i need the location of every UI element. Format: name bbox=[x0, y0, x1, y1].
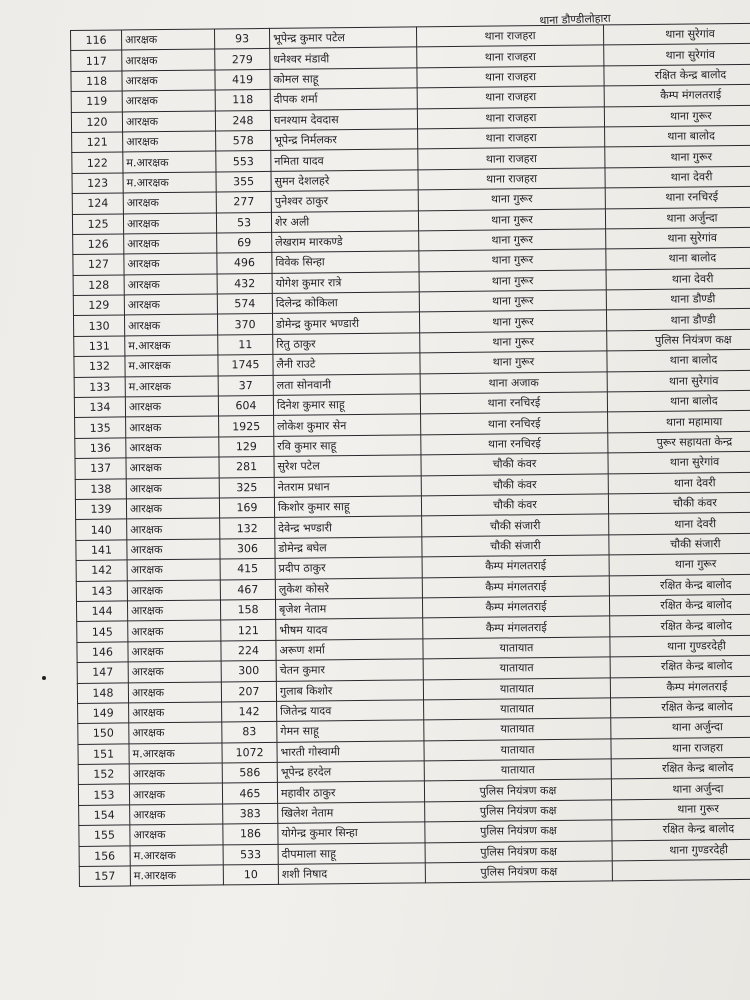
to-station-cell: पुलिस नियंत्रण कक्ष bbox=[607, 329, 750, 351]
rank-cell: म.आरक्षक bbox=[125, 376, 218, 397]
rank-cell: आरक्षक bbox=[125, 396, 218, 417]
to-station-cell: रक्षित केन्द्र बालोद bbox=[610, 614, 750, 636]
badge-number-cell: 10 bbox=[223, 864, 278, 885]
badge-number-cell: 279 bbox=[215, 49, 270, 70]
rank-cell: आरक्षक bbox=[127, 539, 220, 560]
from-station-cell: थाना राजहरा bbox=[418, 147, 605, 169]
rank-cell: आरक्षक bbox=[126, 437, 219, 458]
from-station-cell: थाना गुरूर bbox=[419, 229, 606, 251]
from-station-cell: चौकी कंवर bbox=[421, 473, 608, 495]
name-cell: गेमन साहू bbox=[277, 720, 424, 742]
name-cell: विवेक सिन्हा bbox=[272, 251, 419, 273]
to-station-cell: थाना गुरूर bbox=[612, 798, 750, 820]
rank-cell: आरक्षक bbox=[122, 29, 215, 50]
name-cell: लुकेश कोसरे bbox=[275, 577, 422, 599]
serial-number-cell: 127 bbox=[73, 254, 124, 275]
to-station-cell: थाना गुरूर bbox=[605, 145, 750, 167]
name-cell: योगेन्द्र कुमार सिन्हा bbox=[278, 822, 425, 844]
to-station-cell: थाना गुण्डरदेही bbox=[612, 839, 750, 861]
from-station-cell: चौकी कंवर bbox=[421, 494, 608, 516]
serial-number-cell: 154 bbox=[79, 805, 130, 826]
name-cell: योगेश कुमार रात्रे bbox=[272, 272, 419, 294]
name-cell: रवि कुमार साहू bbox=[274, 435, 421, 457]
to-station-cell: थाना देवरी bbox=[605, 166, 750, 188]
from-station-cell: चौकी संजारी bbox=[422, 514, 609, 536]
to-station-cell: थाना अर्जुन्दा bbox=[611, 716, 750, 738]
to-station-cell: रक्षित केन्द्र बालोद bbox=[612, 818, 750, 840]
badge-number-cell: 578 bbox=[216, 130, 271, 151]
from-station-cell: यातायात bbox=[423, 637, 610, 659]
to-station-cell: रक्षित केन्द्र बालोद bbox=[611, 696, 750, 718]
name-cell: खिलेश नेताम bbox=[278, 802, 425, 824]
badge-number-cell: 118 bbox=[215, 90, 270, 111]
from-station-cell: यातायात bbox=[424, 739, 611, 761]
name-cell: देवेन्द्र भण्डारी bbox=[275, 516, 422, 538]
rank-cell: आरक्षक bbox=[122, 49, 215, 70]
to-station-cell: थाना गुण्डरदेही bbox=[610, 635, 750, 657]
to-station-cell: थाना देवरी bbox=[609, 512, 750, 534]
to-station-cell: थाना राजहरा bbox=[611, 737, 750, 759]
name-cell: सुमन देशलहरे bbox=[271, 170, 418, 192]
name-cell: नमिता यादव bbox=[271, 149, 418, 171]
badge-number-cell: 83 bbox=[222, 722, 277, 743]
name-cell: डोमेन्द्र कुमार भण्डारी bbox=[272, 312, 419, 334]
badge-number-cell: 132 bbox=[220, 518, 275, 539]
to-station-cell: कैम्प मंगलतराई bbox=[604, 84, 750, 106]
name-cell: पुनेश्वर ठाकुर bbox=[271, 190, 418, 212]
badge-number-cell: 93 bbox=[214, 28, 269, 49]
name-cell: धनेश्वर मंडावी bbox=[270, 47, 417, 69]
badge-number-cell: 383 bbox=[223, 803, 278, 824]
rank-cell: आरक्षक bbox=[128, 681, 221, 702]
badge-number-cell: 224 bbox=[221, 640, 276, 661]
name-cell: दिनेश कुमार साहू bbox=[273, 394, 420, 416]
rank-cell: आरक्षक bbox=[124, 274, 217, 295]
serial-number-cell: 122 bbox=[72, 152, 123, 173]
name-cell: लेखराम मारकण्डे bbox=[272, 231, 419, 253]
from-station-cell: पुलिस नियंत्रण कक्ष bbox=[425, 800, 612, 822]
rank-cell: आरक्षक bbox=[126, 416, 219, 437]
from-station-cell: यातायात bbox=[424, 718, 611, 740]
name-cell: जितेन्द्र यादव bbox=[277, 700, 424, 722]
badge-number-cell: 419 bbox=[215, 69, 270, 90]
to-station-cell: रक्षित केन्द्र बालोद bbox=[610, 655, 750, 677]
to-station-cell: थाना बालोद bbox=[607, 390, 750, 412]
to-station-cell: चौकी कंवर bbox=[608, 492, 750, 514]
to-station-cell: थाना अर्जुन्दा bbox=[605, 207, 750, 229]
serial-number-cell: 133 bbox=[74, 377, 125, 398]
badge-number-cell: 467 bbox=[220, 579, 275, 600]
to-station-cell: थाना देवरी bbox=[606, 268, 750, 290]
serial-number-cell: 155 bbox=[79, 825, 130, 846]
serial-number-cell: 123 bbox=[72, 173, 123, 194]
rank-cell: आरक्षक bbox=[127, 580, 220, 601]
name-cell: भूपेन्द्र कुमार पटेल bbox=[269, 27, 416, 49]
badge-number-cell: 53 bbox=[216, 212, 271, 233]
badge-number-cell: 553 bbox=[216, 151, 271, 172]
name-cell: गुलाब किशोर bbox=[276, 679, 423, 701]
to-station-cell: थाना देवरी bbox=[608, 472, 750, 494]
name-cell: भूपेन्द्र हरदेल bbox=[277, 761, 424, 783]
from-station-cell: थाना राजहरा bbox=[417, 45, 604, 67]
rank-cell: म.आरक्षक bbox=[125, 335, 218, 356]
badge-number-cell: 1745 bbox=[218, 355, 273, 376]
from-station-cell: कैम्प मंगलतराई bbox=[422, 596, 609, 618]
name-cell: नेतराम प्रधान bbox=[274, 475, 421, 497]
rank-cell: आरक्षक bbox=[123, 212, 216, 233]
rank-cell: आरक्षक bbox=[127, 600, 220, 621]
from-station-cell: पुलिस नियंत्रण कक्ष bbox=[425, 861, 612, 883]
name-cell: दीपक शर्मा bbox=[270, 88, 417, 110]
to-station-cell: थाना बालोद bbox=[607, 349, 750, 371]
badge-number-cell: 496 bbox=[217, 253, 272, 274]
name-cell: लैनी राउटे bbox=[273, 353, 420, 375]
rank-cell: आरक्षक bbox=[124, 233, 217, 254]
rank-cell: म.आरक्षक bbox=[123, 151, 216, 172]
from-station-cell: थाना गुरूर bbox=[419, 290, 606, 312]
rank-cell: आरक्षक bbox=[129, 783, 222, 804]
name-cell: शेर अली bbox=[271, 210, 418, 232]
badge-number-cell: 306 bbox=[220, 538, 275, 559]
to-station-cell: थाना बालोद bbox=[605, 125, 750, 147]
name-cell: भूपेन्द्र निर्मलकर bbox=[271, 129, 418, 151]
badge-number-cell: 121 bbox=[221, 620, 276, 641]
rank-cell: आरक्षक bbox=[122, 90, 215, 111]
from-station-cell: यातायात bbox=[424, 698, 611, 720]
from-station-cell: थाना राजहरा bbox=[417, 86, 604, 108]
name-cell: अरूण शर्मा bbox=[276, 639, 423, 661]
serial-number-cell: 139 bbox=[75, 499, 126, 520]
to-station-cell: रक्षित केन्द्र बालोद bbox=[609, 574, 750, 596]
name-cell: सुरेश पटेल bbox=[274, 455, 421, 477]
rank-cell: आरक्षक bbox=[128, 641, 221, 662]
serial-number-cell: 131 bbox=[74, 336, 125, 357]
rank-cell: आरक्षक bbox=[126, 457, 219, 478]
from-station-cell: थाना गुरूर bbox=[419, 249, 606, 271]
serial-number-cell: 147 bbox=[77, 662, 128, 683]
badge-number-cell: 325 bbox=[219, 477, 274, 498]
from-station-cell: थाना अजाक bbox=[420, 372, 607, 394]
name-cell: किशोर कुमार साहू bbox=[274, 496, 421, 518]
serial-number-cell: 153 bbox=[78, 784, 129, 805]
serial-number-cell: 148 bbox=[77, 682, 128, 703]
badge-number-cell: 281 bbox=[219, 457, 274, 478]
rank-cell: आरक्षक bbox=[129, 702, 222, 723]
badge-number-cell: 415 bbox=[220, 559, 275, 580]
from-station-cell: थाना रनचिरई bbox=[420, 392, 607, 414]
serial-number-cell: 152 bbox=[78, 764, 129, 785]
from-station-cell: थाना राजहरा bbox=[416, 25, 603, 47]
serial-number-cell: 144 bbox=[76, 601, 127, 622]
from-station-cell: कैम्प मंगलतराई bbox=[422, 555, 609, 577]
name-cell: बृजेश नेताम bbox=[275, 598, 422, 620]
serial-number-cell: 121 bbox=[72, 132, 123, 153]
from-station-cell: पुलिस नियंत्रण कक्ष bbox=[424, 779, 611, 801]
badge-number-cell: 604 bbox=[218, 395, 273, 416]
serial-number-cell: 130 bbox=[73, 315, 124, 336]
serial-number-cell: 156 bbox=[79, 846, 130, 867]
badge-number-cell: 158 bbox=[220, 599, 275, 620]
transfer-table bbox=[70, 23, 750, 888]
to-station-cell: थाना डौण्डी bbox=[606, 288, 750, 310]
badge-number-cell: 465 bbox=[222, 783, 277, 804]
to-station-cell: थाना रनचिरई bbox=[605, 186, 750, 208]
from-station-cell: यातायात bbox=[423, 657, 610, 679]
rank-cell: म.आरक्षक bbox=[130, 865, 223, 886]
from-station-cell: थाना गुरूर bbox=[419, 310, 606, 332]
from-station-cell: पुलिस नियंत्रण कक्ष bbox=[425, 820, 612, 842]
badge-number-cell: 69 bbox=[217, 232, 272, 253]
rank-cell: आरक्षक bbox=[123, 192, 216, 213]
serial-number-cell: 129 bbox=[73, 295, 124, 316]
to-station-cell bbox=[612, 859, 750, 881]
badge-number-cell: 355 bbox=[216, 171, 271, 192]
rank-cell: आरक्षक bbox=[129, 763, 222, 784]
serial-number-cell: 141 bbox=[76, 540, 127, 561]
badge-number-cell: 37 bbox=[218, 375, 273, 396]
badge-number-cell: 1072 bbox=[222, 742, 277, 763]
name-cell: प्रदीप ठाकुर bbox=[275, 557, 422, 579]
rank-cell: आरक्षक bbox=[130, 804, 223, 825]
rank-cell: आरक्षक bbox=[130, 824, 223, 845]
rank-cell: आरक्षक bbox=[124, 314, 217, 335]
serial-number-cell: 137 bbox=[75, 458, 126, 479]
from-station-cell: थाना गुरूर bbox=[418, 208, 605, 230]
serial-number-cell: 145 bbox=[77, 621, 128, 642]
rank-cell: म.आरक्षक bbox=[125, 355, 218, 376]
to-station-cell: थाना अर्जुन्दा bbox=[611, 778, 750, 800]
serial-number-cell: 118 bbox=[71, 71, 122, 92]
to-station-cell: थाना गुरूर bbox=[604, 105, 750, 127]
rank-cell: म.आरक्षक bbox=[123, 172, 216, 193]
to-station-cell: थाना बालोद bbox=[606, 247, 750, 269]
badge-number-cell: 11 bbox=[218, 334, 273, 355]
to-station-cell: थाना सुरेगांव bbox=[607, 370, 750, 392]
rank-cell: आरक्षक bbox=[122, 111, 215, 132]
badge-number-cell: 1925 bbox=[219, 416, 274, 437]
badge-number-cell: 574 bbox=[217, 293, 272, 314]
from-station-cell: यातायात bbox=[423, 677, 610, 699]
serial-number-cell: 149 bbox=[78, 703, 129, 724]
to-station-cell: रक्षित केन्द्र बालोद bbox=[604, 64, 750, 86]
from-station-cell: कैम्प मंगलतराई bbox=[423, 616, 610, 638]
from-station-cell: थाना राजहरा bbox=[418, 127, 605, 149]
name-cell: डोमेन्द्र बघेल bbox=[275, 537, 422, 559]
name-cell: घनश्याम देवदास bbox=[270, 108, 417, 130]
to-station-cell: थाना सुरेगांव bbox=[608, 451, 750, 473]
rank-cell: आरक्षक bbox=[128, 661, 221, 682]
rank-cell: आरक्षक bbox=[126, 498, 219, 519]
name-cell: दिलेन्द्र कोकिला bbox=[272, 292, 419, 314]
serial-number-cell: 117 bbox=[71, 50, 122, 71]
badge-number-cell: 533 bbox=[223, 844, 278, 865]
serial-number-cell: 143 bbox=[76, 580, 127, 601]
to-station-cell: पुरूर सहायता केन्द्र bbox=[608, 431, 750, 453]
name-cell: कोमल साहू bbox=[270, 68, 417, 90]
rank-cell: आरक्षक bbox=[127, 559, 220, 580]
badge-number-cell: 300 bbox=[221, 660, 276, 681]
serial-number-cell: 150 bbox=[78, 723, 129, 744]
serial-number-cell: 138 bbox=[75, 479, 126, 500]
from-station-cell: थाना राजहरा bbox=[418, 168, 605, 190]
ink-mark bbox=[42, 676, 46, 680]
badge-number-cell: 248 bbox=[215, 110, 270, 131]
from-station-cell: थाना राजहरा bbox=[417, 106, 604, 128]
from-station-cell: थाना राजहरा bbox=[417, 66, 604, 88]
from-station-cell: थाना गुरूर bbox=[418, 188, 605, 210]
name-cell: लोकेश कुमार सेन bbox=[274, 414, 421, 436]
serial-number-cell: 157 bbox=[79, 866, 130, 887]
to-station-cell: चौकी संजारी bbox=[609, 533, 750, 555]
rank-cell: आरक्षक bbox=[129, 722, 222, 743]
name-cell: शशी निषाद bbox=[278, 863, 425, 885]
from-station-cell: थाना गुरूर bbox=[420, 331, 607, 353]
to-station-cell: कैम्प मंगलतराई bbox=[610, 676, 750, 698]
to-station-cell: थाना डौण्डी bbox=[606, 309, 750, 331]
name-cell: भारती गोस्वामी bbox=[277, 741, 424, 763]
rank-cell: म.आरक्षक bbox=[130, 845, 223, 866]
serial-number-cell: 119 bbox=[71, 91, 122, 112]
carried-over-cell: थाना डौण्डीलोहारा bbox=[539, 11, 611, 28]
to-station-cell: रक्षित केन्द्र बालोद bbox=[609, 594, 750, 616]
badge-number-cell: 142 bbox=[222, 701, 277, 722]
name-cell: चेतन कुमार bbox=[276, 659, 423, 681]
serial-number-cell: 151 bbox=[78, 744, 129, 765]
to-station-cell: थाना सुरेगांव bbox=[606, 227, 750, 249]
from-station-cell: यातायात bbox=[424, 759, 611, 781]
rank-cell: आरक्षक bbox=[127, 518, 220, 539]
from-station-cell: थाना रनचिरई bbox=[421, 433, 608, 455]
serial-number-cell: 125 bbox=[72, 213, 123, 234]
to-station-cell: थाना महामाया bbox=[608, 411, 750, 433]
serial-number-cell: 142 bbox=[76, 560, 127, 581]
from-station-cell: चौकी कंवर bbox=[421, 453, 608, 475]
rank-cell: आरक्षक bbox=[124, 294, 217, 315]
rank-cell: आरक्षक bbox=[122, 70, 215, 91]
from-station-cell: पुलिस नियंत्रण कक्ष bbox=[425, 840, 612, 862]
to-station-cell: थाना सुरेगांव bbox=[603, 23, 750, 45]
to-station-cell: थाना सुरेगांव bbox=[604, 43, 750, 65]
from-station-cell: थाना रनचिरई bbox=[421, 412, 608, 434]
serial-number-cell: 136 bbox=[75, 438, 126, 459]
badge-number-cell: 186 bbox=[223, 824, 278, 845]
serial-number-cell: 128 bbox=[73, 275, 124, 296]
badge-number-cell: 586 bbox=[222, 762, 277, 783]
serial-number-cell: 120 bbox=[71, 112, 122, 133]
from-station-cell: थाना गुरूर bbox=[419, 270, 606, 292]
badge-number-cell: 277 bbox=[216, 192, 271, 213]
badge-number-cell: 370 bbox=[217, 314, 272, 335]
table-body bbox=[71, 23, 750, 887]
serial-number-cell: 124 bbox=[72, 193, 123, 214]
name-cell: महावीर ठाकुर bbox=[277, 781, 424, 803]
badge-number-cell: 432 bbox=[217, 273, 272, 294]
badge-number-cell: 169 bbox=[219, 497, 274, 518]
name-cell: रितु ठाकुर bbox=[273, 333, 420, 355]
rank-cell: आरक्षक bbox=[124, 253, 217, 274]
rank-cell: आरक्षक bbox=[126, 478, 219, 499]
serial-number-cell: 132 bbox=[74, 356, 125, 377]
name-cell: भीषम यादव bbox=[276, 618, 423, 640]
to-station-cell: रक्षित केन्द्र बालोद bbox=[611, 757, 750, 779]
from-station-cell: चौकी संजारी bbox=[422, 535, 609, 557]
serial-number-cell: 134 bbox=[74, 397, 125, 418]
serial-number-cell: 135 bbox=[75, 417, 126, 438]
rank-cell: आरक्षक bbox=[128, 620, 221, 641]
badge-number-cell: 207 bbox=[221, 681, 276, 702]
from-station-cell: कैम्प मंगलतराई bbox=[422, 575, 609, 597]
to-station-cell: थाना गुरूर bbox=[609, 553, 750, 575]
rank-cell: आरक्षक bbox=[123, 131, 216, 152]
from-station-cell: थाना गुरूर bbox=[420, 351, 607, 373]
rank-cell: म.आरक्षक bbox=[129, 743, 222, 764]
serial-number-cell: 126 bbox=[73, 234, 124, 255]
name-cell: दीपमाला साहू bbox=[278, 842, 425, 864]
serial-number-cell: 140 bbox=[76, 519, 127, 540]
name-cell: लता सोनवानी bbox=[273, 373, 420, 395]
badge-number-cell: 129 bbox=[219, 436, 274, 457]
serial-number-cell: 146 bbox=[77, 642, 128, 663]
serial-number-cell: 116 bbox=[71, 30, 122, 51]
